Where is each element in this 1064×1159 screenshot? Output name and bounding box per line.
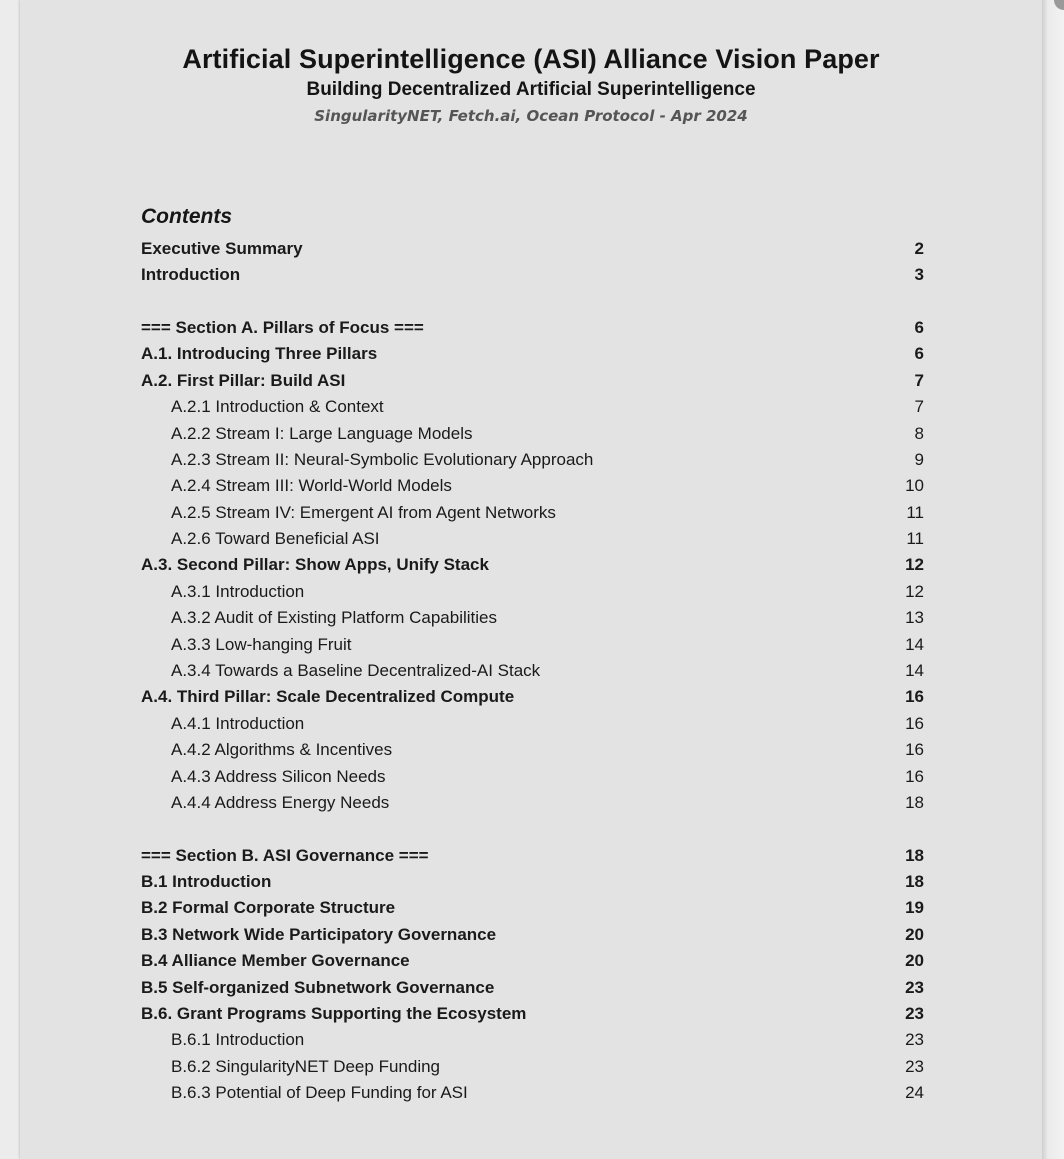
toc-subentry[interactable]	[141, 473, 924, 499]
toc-entry-page: 23	[905, 1056, 924, 1076]
toc-entry-label: B.6. Grant Programs Supporting the Ecosystem	[141, 1003, 527, 1023]
toc-entry-page: 16	[905, 687, 924, 707]
toc-entry-page: 6	[914, 344, 924, 364]
toc-entry[interactable]	[141, 236, 924, 262]
toc-subentry[interactable]	[141, 605, 924, 631]
contents-heading: Contents	[141, 205, 232, 228]
toc-entry-page: 16	[905, 766, 924, 786]
toc-entry-label: A.4.4 Address Energy Needs	[171, 793, 390, 812]
toc-entry-page: 18	[905, 845, 924, 865]
toc-subentry[interactable]	[141, 421, 924, 447]
toc-entry-page: 19	[905, 898, 924, 918]
toc-entry[interactable]	[141, 341, 924, 367]
toc-entry-label: A.3.2 Audit of Existing Platform Capabilities	[171, 608, 497, 628]
toc-entry-label: A.2.2 Stream I: Large Language Models	[171, 423, 473, 443]
toc-subentry[interactable]	[141, 711, 924, 737]
toc-subentry[interactable]	[141, 526, 924, 552]
toc-subentry[interactable]	[141, 790, 924, 816]
toc-entry[interactable]	[141, 1001, 924, 1027]
toc-entry-page: 18	[905, 793, 924, 812]
toc-entry-page: 16	[905, 713, 924, 733]
toc-entry-label: A.2.4 Stream III: World-World Models	[171, 476, 452, 496]
toc-entry[interactable]	[141, 684, 924, 710]
toc-entry-label: B.4 Alliance Member Governance	[141, 951, 410, 971]
toc-subentry[interactable]	[141, 1054, 924, 1080]
toc-subentry[interactable]	[141, 579, 924, 605]
toc-subentry[interactable]	[141, 764, 924, 790]
toc-entry-page: 14	[905, 661, 924, 681]
toc-entry-label: A.4.3 Address Silicon Needs	[171, 766, 386, 786]
toc-entry[interactable]	[141, 895, 924, 921]
document-subtitle: Building Decentralized Artificial Superintelligence	[306, 79, 756, 100]
toc-entry-label: A.4. Third Pillar: Scale Decentralized Compute	[141, 687, 515, 707]
toc-entry[interactable]	[141, 922, 924, 948]
toc-entry-page: 8	[914, 423, 924, 443]
toc-entry-page: 20	[905, 951, 924, 971]
toc-entry[interactable]	[141, 869, 924, 895]
toc-entry-page: 23	[905, 977, 924, 997]
toc-section-heading[interactable]	[141, 315, 924, 341]
toc-entry-label: A.3. Second Pillar: Show Apps, Unify Stack	[141, 555, 489, 575]
toc-entry-label: A.1. Introducing Three Pillars	[141, 344, 378, 364]
toc-entry-page: 14	[905, 634, 924, 654]
toc-entry-label: A.2.5 Stream IV: Emergent AI from Agent Networks	[171, 502, 556, 522]
table-of-contents	[141, 236, 924, 1106]
toc-entry-label: A.2.6 Toward Beneficial ASI	[171, 529, 380, 549]
toc-entry-page: 9	[914, 449, 924, 469]
toc-subentry[interactable]	[141, 737, 924, 763]
toc-entry-label: A.2. First Pillar: Build ASI	[141, 370, 346, 390]
toc-entry-page: 3	[914, 265, 924, 285]
toc-entry-page: 16	[905, 740, 924, 760]
document-authors: SingularityNET, Fetch.ai, Ocean Protocol - Apr 2024	[314, 107, 748, 125]
toc-entry-page: 10	[905, 476, 924, 496]
toc-entry-label: A.4.1 Introduction	[171, 713, 305, 733]
toc-subentry[interactable]	[141, 632, 924, 658]
toc-entry-label: A.3.1 Introduction	[171, 581, 305, 601]
toc-entry-page: 11	[906, 529, 924, 549]
toc-entry-page: 23	[905, 1003, 924, 1023]
toc-entry-label: B.6.2 SingularityNET Deep Funding	[171, 1056, 441, 1076]
toc-entry[interactable]	[141, 975, 924, 1001]
toc-subentry[interactable]	[141, 447, 924, 473]
toc-entry-label: A.2.3 Stream II: Neural-Symbolic Evolutionary Approach	[171, 449, 594, 469]
toc-section-heading[interactable]	[141, 843, 924, 869]
document-header	[20, 40, 1042, 128]
toc-entry-page: 20	[905, 924, 924, 944]
toc-entry[interactable]	[141, 368, 924, 394]
toc-entry-label: B.5 Self-organized Subnetwork Governance	[141, 977, 495, 997]
document-title: Artificial Superintelligence (ASI) Alliance Vision Paper	[182, 44, 880, 74]
toc-entry-label: B.2 Formal Corporate Structure	[141, 898, 396, 918]
toc-entry-label: B.6.3 Potential of Deep Funding for ASI	[171, 1083, 468, 1103]
toc-entry-page: 2	[914, 239, 924, 258]
document-page	[20, 0, 1042, 1159]
toc-entry-label: Introduction	[141, 265, 241, 285]
toc-entry[interactable]	[141, 948, 924, 974]
toc-entry-label: A.2.1 Introduction & Context	[171, 397, 384, 417]
toc-entry-page: 13	[905, 608, 924, 628]
toc-subentry[interactable]	[141, 658, 924, 684]
toc-entry-page: 12	[905, 581, 924, 601]
toc-entry-label: B.1 Introduction	[141, 871, 272, 891]
toc-entry-page: 18	[905, 871, 924, 891]
toc-subentry[interactable]	[141, 1027, 924, 1053]
toc-entry-label: A.4.2 Algorithms & Incentives	[171, 740, 393, 760]
toc-entry-page: 11	[906, 502, 924, 522]
toc-entry-label: === Section B. ASI Governance ===	[141, 845, 429, 865]
toc-entry-label: Executive Summary	[141, 239, 303, 258]
toc-entry-page: 23	[905, 1030, 924, 1050]
toc-entry-page: 6	[914, 317, 924, 337]
toc-entry[interactable]	[141, 552, 924, 578]
toc-entry-page: 24	[905, 1083, 924, 1103]
toc-subentry[interactable]	[141, 500, 924, 526]
toc-entry[interactable]	[141, 262, 924, 288]
toc-entry-label: B.6.1 Introduction	[171, 1030, 305, 1050]
toc-entry-label: B.3 Network Wide Participatory Governance	[141, 924, 497, 944]
toc-subentry[interactable]	[141, 1080, 924, 1106]
toc-subentry[interactable]	[141, 394, 924, 420]
toc-entry-label: A.3.4 Towards a Baseline Decentralized-AI Stack	[171, 661, 541, 681]
toc-entry-label: A.3.3 Low-hanging Fruit	[171, 634, 352, 654]
toc-entry-page: 7	[914, 370, 924, 390]
toc-entry-page: 7	[914, 397, 924, 417]
toc-entry-label: === Section A. Pillars of Focus ===	[141, 317, 424, 337]
toc-entry-page: 12	[905, 555, 924, 575]
page-edge-shadow	[1042, 0, 1064, 1159]
